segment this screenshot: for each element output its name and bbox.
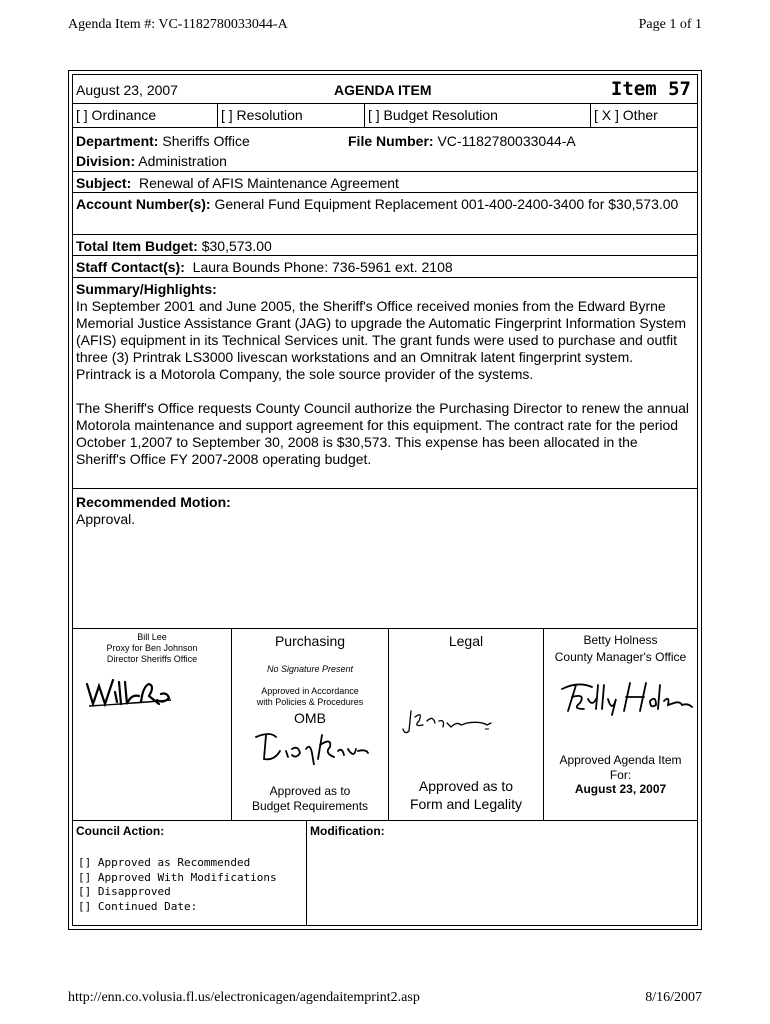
staff-value: Laura Bounds Phone: 736-5961 ext. 2108 bbox=[192, 259, 453, 275]
council-action-options bbox=[78, 856, 277, 914]
omb-title: OMB bbox=[294, 710, 326, 726]
motion-label: Recommended Motion: bbox=[76, 494, 231, 510]
approved-accordance: Approved in Accordance bbox=[261, 686, 359, 696]
manager-title: County Manager's Office bbox=[554, 650, 687, 664]
page-number: Page 1 of 1 bbox=[638, 17, 702, 32]
subject-value: Renewal of AFIS Maintenance Agreement bbox=[139, 175, 399, 191]
motion-section bbox=[73, 489, 697, 629]
account-row bbox=[73, 193, 697, 235]
approved-policies: with Policies & Procedures bbox=[256, 697, 364, 707]
division bbox=[76, 153, 227, 170]
division-value: Administration bbox=[138, 153, 227, 169]
summary-paragraph-2: The Sheriff's Office requests County Council authorize the Purchasing Director to renew the annual Motorola maintenance and support agreement for this equipment. The contract rate for the period October 1,2007 to September 30, 2008 is $30,573. This expense has been allocated in the Sheriff's Office FY 2007-2008 operating budget. bbox=[76, 400, 690, 467]
division-label: Division: bbox=[76, 153, 136, 169]
item-number: Item 57 bbox=[610, 78, 691, 100]
agenda-form-inner bbox=[72, 74, 698, 926]
staff-label: Staff Contact(s): bbox=[76, 259, 185, 275]
department-row bbox=[73, 128, 697, 172]
type-budget-resolution: [ ] Budget Resolution bbox=[365, 104, 591, 127]
approval-date: August 23, 2007 bbox=[574, 782, 667, 796]
council-action-cell bbox=[73, 820, 307, 925]
account-label: Account Number(s): bbox=[76, 196, 211, 212]
option-disapproved: [] Disapproved bbox=[78, 885, 171, 898]
agenda-title: AGENDA ITEM bbox=[334, 82, 432, 98]
summary-label: Summary/Highlights: bbox=[76, 281, 217, 297]
handwritten-signature bbox=[401, 707, 497, 741]
account-value: General Fund Equipment Replacement 001-400-2400-3400 for $30,573.00 bbox=[214, 196, 679, 212]
handwritten-signature bbox=[83, 674, 175, 710]
budget-label: Total Item Budget: bbox=[76, 238, 198, 254]
department-value: Sheriffs Office bbox=[162, 133, 250, 149]
signature-section bbox=[73, 629, 697, 821]
agenda-form bbox=[68, 70, 702, 930]
signature-legal bbox=[389, 629, 544, 820]
signature-county-manager bbox=[544, 629, 697, 820]
page-footer-url: http://enn.co.volusia.fl.us/electronicagen/agendaitemprint2.asp bbox=[68, 990, 420, 1005]
subject-label: Subject: bbox=[76, 175, 132, 191]
no-signature-note: No Signature Present bbox=[266, 664, 354, 674]
approved-agenda-item: Approved Agenda Item bbox=[559, 753, 682, 767]
purchasing-title: Purchasing bbox=[274, 633, 346, 649]
option-approved: [] Approved as Recommended bbox=[78, 856, 251, 869]
approved-as-to-form: Approved as to bbox=[418, 778, 514, 794]
item-type-row bbox=[73, 104, 697, 128]
manager-name: Betty Holness bbox=[583, 633, 658, 647]
department bbox=[76, 133, 250, 150]
option-approved-with-modifications: [] Approved With Modifications bbox=[78, 870, 277, 884]
type-resolution: [ ] Resolution bbox=[218, 104, 365, 127]
page-footer-date: 8/16/2007 bbox=[645, 990, 702, 1005]
agenda-date: August 23, 2007 bbox=[76, 82, 178, 98]
council-action-label: Council Action: bbox=[76, 824, 165, 838]
handwritten-signature bbox=[252, 729, 372, 765]
approved-for: For: bbox=[609, 768, 632, 782]
legal-title: Legal bbox=[448, 633, 484, 649]
option-continued-date: [] Continued Date: bbox=[78, 899, 198, 913]
file-number-label: File Number: bbox=[348, 133, 434, 149]
signer-proxy: Proxy for Ben Johnson bbox=[106, 643, 198, 653]
motion-value: Approval. bbox=[76, 511, 136, 527]
signature-department bbox=[73, 629, 232, 820]
budget-value: $30,573.00 bbox=[201, 238, 272, 254]
summary-section bbox=[73, 278, 697, 489]
form-and-legality: Form and Legality bbox=[409, 796, 523, 812]
department-label: Department: bbox=[76, 133, 159, 149]
summary-paragraph-1: In September 2001 and June 2005, the Sheriff's Office received monies from the Edward Byrne Memorial Justice Assistance Grant (JAG) to upgrade the Automatic Fingerprint Information System (AFIS) equipment in its Technical Services unit. The grant funds were used to purchase and outfit three (3) Printrak LS3000 livescan workstations and an Omnitrak latent fingerprint system. Printrack is a Motorola Company, the sole source provider of the systems. bbox=[76, 298, 687, 382]
signer-title: Director Sheriffs Office bbox=[106, 654, 198, 664]
budget-row bbox=[73, 235, 697, 256]
approved-as-to: Approved as to bbox=[269, 784, 351, 798]
council-section bbox=[73, 820, 697, 925]
agenda-title-row bbox=[73, 75, 697, 104]
handwritten-signature bbox=[558, 679, 696, 717]
type-other: [ X ] Other bbox=[594, 107, 658, 123]
file-number-value: VC-1182780033044-A bbox=[437, 133, 576, 149]
signature-purchasing bbox=[232, 629, 389, 820]
staff-row bbox=[73, 256, 697, 278]
file-number bbox=[348, 133, 576, 150]
modification-label: Modification: bbox=[310, 824, 385, 838]
type-ordinance: [ ] Ordinance bbox=[73, 104, 218, 127]
budget-requirements: Budget Requirements bbox=[251, 799, 369, 813]
signer-name: Bill Lee bbox=[137, 632, 167, 642]
page-header-left: Agenda Item #: VC-1182780033044-A bbox=[68, 17, 288, 32]
subject-row bbox=[73, 172, 697, 193]
